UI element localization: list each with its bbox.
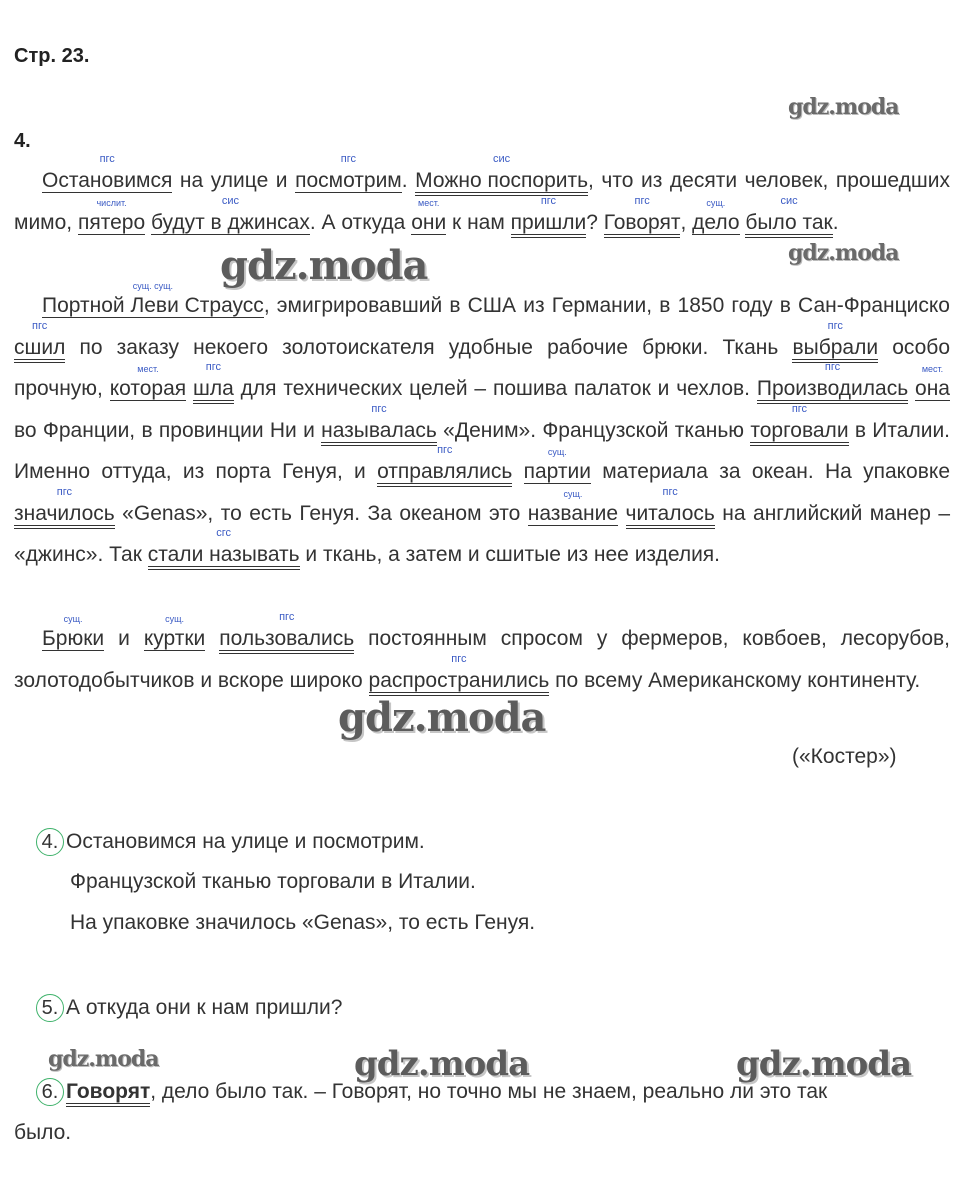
answer-line (70, 870, 476, 894)
predicate: пользовались пгс (219, 627, 354, 654)
subject: партии сущ. (523, 447, 591, 483)
grammar-label: пгс (99, 153, 115, 165)
text-run (908, 377, 915, 400)
predicate: Производилась пгс (757, 377, 908, 404)
text-run: материала за океан. На упаковке (590, 460, 950, 483)
text-run: на улице и (172, 169, 296, 192)
text-run: к нам (446, 210, 511, 234)
watermark: gdz.moda (220, 242, 428, 289)
subject: Брюки сущ. (42, 614, 105, 650)
subject: которая мест. (109, 364, 187, 400)
text-run (186, 377, 193, 400)
watermark: gdz.moda (788, 94, 899, 120)
grammar-label: сущ. (165, 614, 184, 624)
text-run: по всему Американскому континенту. (549, 668, 921, 692)
predicate: шла пгс (193, 377, 234, 404)
text-run: ? (586, 210, 604, 234)
predicate: было так сис (745, 211, 832, 238)
text-run: . (401, 169, 416, 192)
predicate: торговали пгс (750, 419, 848, 446)
text-run (618, 502, 625, 525)
text-run: в Италии. Именно оттуда, из порта Генуя, и (14, 418, 951, 483)
predicate: Можно поспорить сис (415, 169, 588, 196)
grammar-label: сис (493, 153, 511, 165)
predicate: отправлялись пгс (377, 460, 512, 487)
predicate: выбрали пгс (792, 336, 878, 363)
grammar-label: сис (780, 194, 798, 207)
text-run: , (680, 210, 693, 234)
grammar-label: сущ. (706, 197, 726, 208)
grammar-label: числит. (96, 197, 127, 208)
grammar-label: сгс (216, 527, 232, 539)
subject: посмотрим пгс (295, 153, 402, 192)
subject: Остановимся пгс (42, 153, 173, 192)
predicate: Говорят пгс (604, 211, 681, 238)
watermark: gdz.moda (338, 694, 546, 741)
subject: они мест. (411, 197, 447, 234)
grammar-label: сущ. сущ. (132, 281, 174, 291)
subject: пятеро числит. (77, 197, 146, 234)
answer-line (70, 911, 535, 935)
grammar-label: пгс (451, 652, 467, 665)
grammar-label: пгс (662, 485, 678, 498)
text-run: во Франции, в провинции Ни и (14, 418, 322, 442)
answer-number-badge: 4. (36, 828, 64, 856)
grammar-label: сис (221, 194, 239, 207)
subject: название сущ. (527, 488, 619, 525)
grammar-label: пгс (540, 194, 557, 207)
text-run: особо прочную, (14, 335, 951, 400)
subject: она мест. (915, 364, 950, 400)
subject: будут в джинсах сис (150, 194, 310, 234)
answer-text: Французской тканью торговали в Италии. (70, 870, 476, 893)
grammar-label: пгс (340, 153, 357, 165)
grammar-label: пгс (32, 319, 48, 332)
predicate: называлась пгс (321, 419, 437, 446)
grammar-label: мест. (137, 364, 159, 374)
grammar-label: пгс (205, 361, 222, 373)
text-run (205, 627, 219, 650)
text-run: на английский манер – «джинс». Так (14, 501, 951, 566)
grammar-label: пгс (371, 402, 387, 415)
watermark: gdz.moda (736, 1044, 912, 1084)
answer-text: Остановимся на улице и посмотрим. (66, 830, 425, 853)
text-run: постоянным спросом у фермеров, ковбоев, лесорубов, золотодобытчиков и вскоре широко (14, 627, 951, 692)
text-run: «Genas», то есть Генуя. За океаном это (114, 501, 528, 525)
answer-number-badge: 6. (36, 1078, 64, 1106)
predicate: распространились пгс (369, 669, 550, 696)
answer-line (14, 994, 342, 1022)
grammar-label: пгс (56, 485, 72, 498)
grammar-label: сущ. (563, 488, 583, 499)
paragraph (14, 281, 951, 576)
grammar-label: сущ. (63, 614, 83, 624)
text-run: и (104, 627, 144, 650)
text-run: для технических целей – пошива палаток и чехлов. (233, 377, 757, 400)
predicate: сшил пгс (14, 336, 65, 363)
subject: дело сущ. (692, 197, 740, 234)
predicate: пришли пгс (511, 211, 587, 238)
paragraph (14, 611, 951, 701)
grammar-label: сущ. (547, 447, 567, 457)
task-number: 4. (14, 130, 31, 152)
text-run: . (832, 210, 839, 234)
page-header: Стр. 23. (14, 45, 90, 67)
answer-text: , дело было так. – Говорят, но точно мы не знаем, реально ли это так (150, 1080, 828, 1103)
text-run: и ткань, а затем и сшитые из нее изделия. (299, 543, 721, 566)
predicate: значилось пгс (14, 502, 115, 529)
watermark: gdz.moda (788, 240, 899, 266)
text-run (512, 460, 523, 483)
grammar-label: пгс (634, 194, 650, 207)
text-run: по заказу некоего золотоискателя удобные рабочие брюки. Ткань (65, 335, 793, 359)
text-run: , что из десяти человек, прошедших мимо, (14, 169, 950, 234)
subject: куртки сущ. (143, 614, 206, 650)
watermark: gdz.moda (48, 1046, 159, 1072)
grammar-label: мест. (921, 364, 944, 374)
grammar-label: пгс (791, 402, 808, 415)
text-run: «Деним». Французской тканью (436, 418, 751, 442)
predicate: Говорят (66, 1080, 150, 1107)
text-run: , эмигрировавший в США из Германии, в 1850 году в Сан-Франциско (263, 294, 950, 317)
answer-text: На упаковке значилось «Genas», то есть Генуя. (70, 911, 536, 934)
answer-number-badge: 5. (36, 994, 64, 1022)
text-run: . А откуда (309, 210, 412, 234)
answer-text: А откуда они к нам пришли? (66, 996, 343, 1019)
grammar-label: пгс (279, 611, 295, 623)
predicate: стали называть сгс (148, 543, 300, 570)
grammar-label: пгс (824, 361, 841, 373)
grammar-label: пгс (437, 444, 453, 456)
answer-line: было. (14, 1121, 72, 1144)
grammar-label: мест. (418, 197, 440, 208)
grammar-label: пгс (827, 319, 843, 332)
paragraph (14, 153, 950, 243)
source-citation: («Костер») (792, 745, 897, 768)
watermark: gdz.moda (354, 1044, 530, 1084)
subject: Портной Леви Страусс сущ. сущ. (42, 281, 264, 317)
predicate: читалось пгс (626, 502, 715, 529)
answer-line (14, 828, 425, 856)
